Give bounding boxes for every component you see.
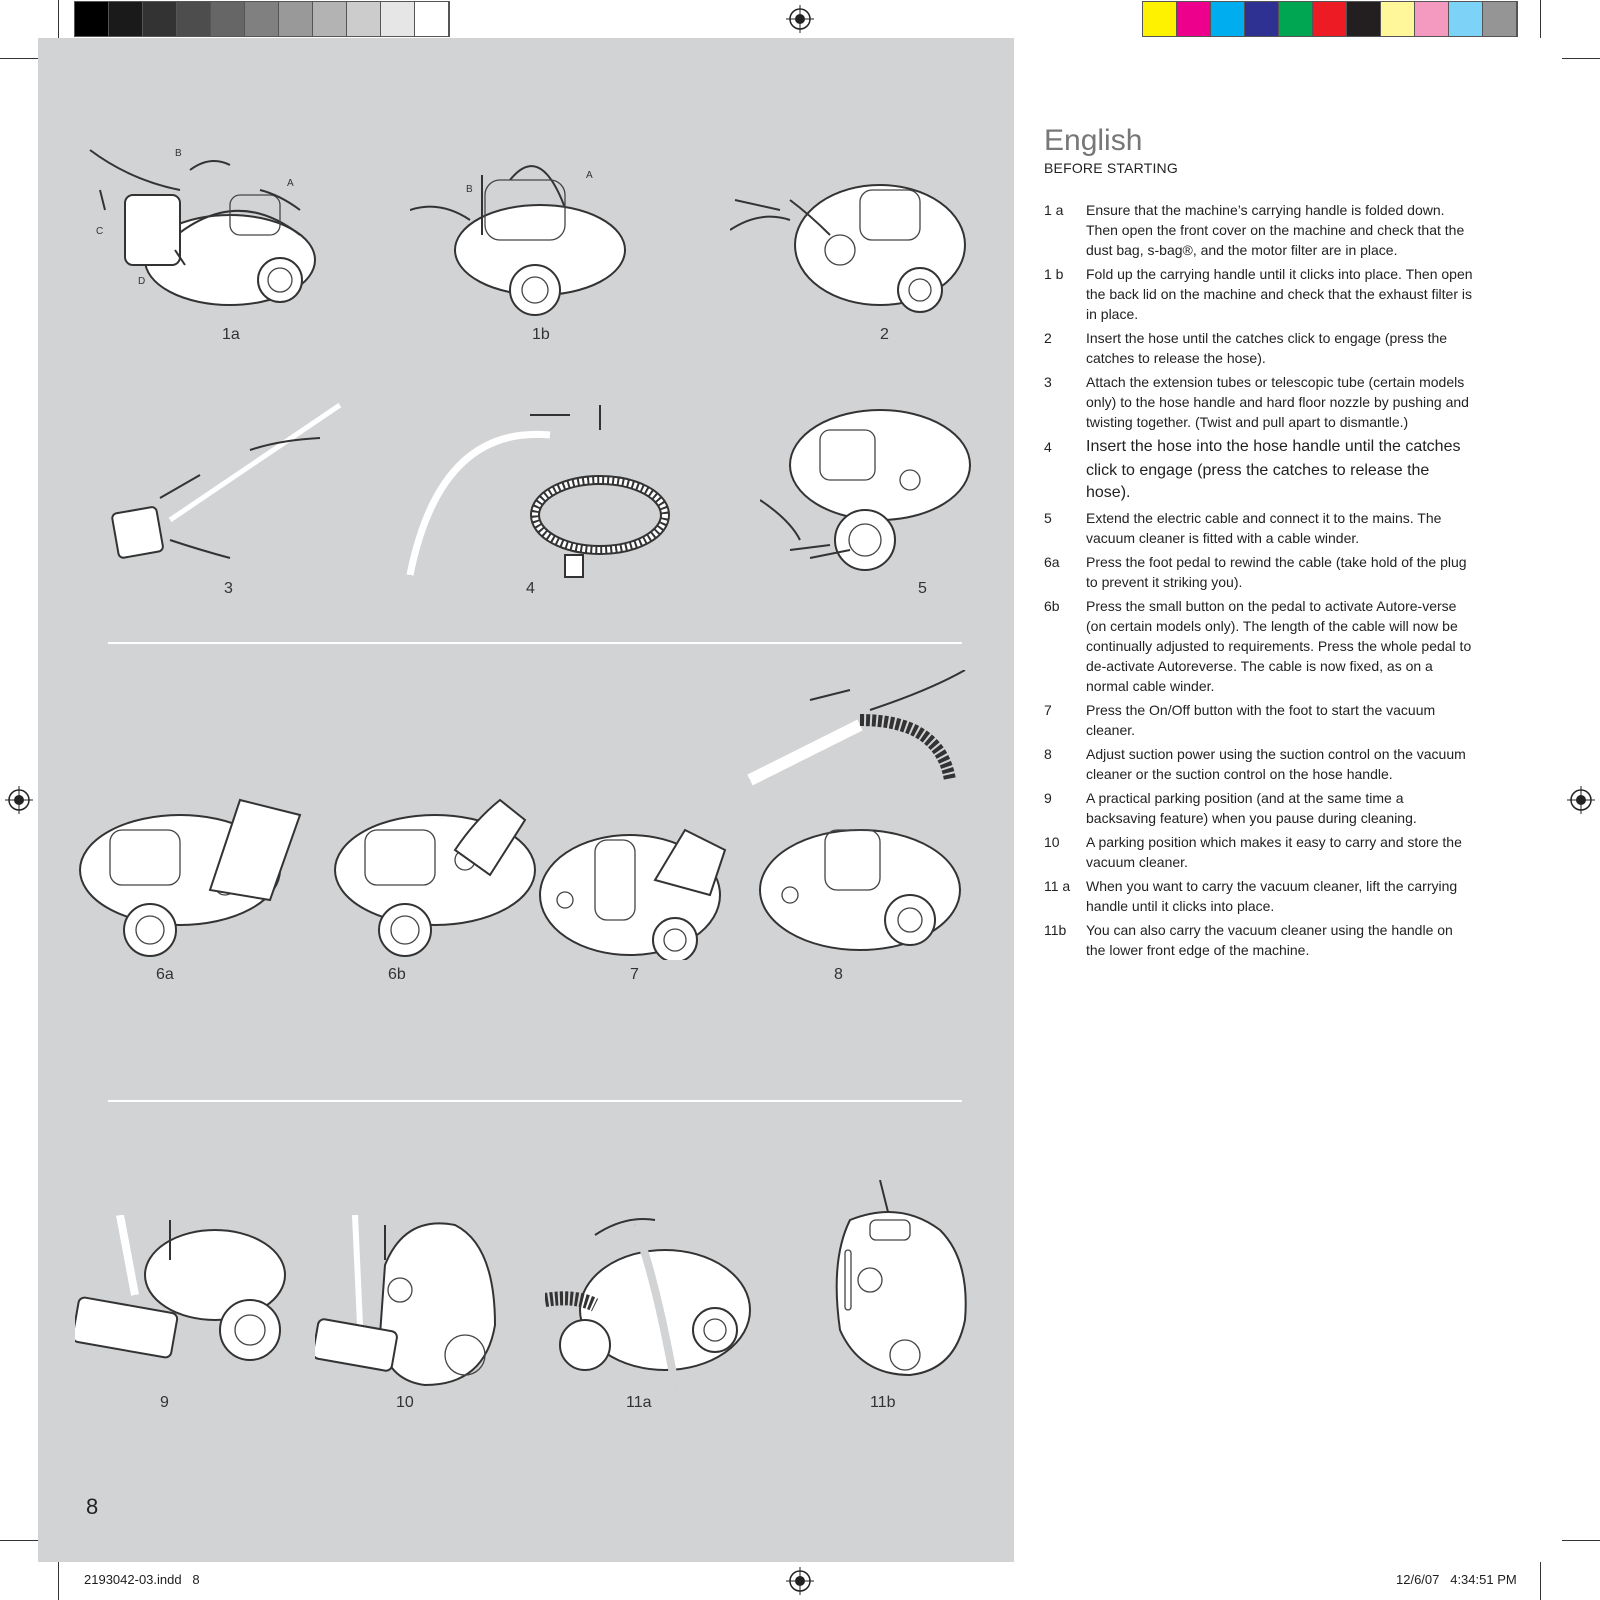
step-text: A parking position which makes it easy to carry and store the vacuum cleaner. (1086, 834, 1462, 870)
crop-mark (1540, 1562, 1541, 1600)
list-item (1044, 552, 1474, 592)
figure-label: 11b (870, 1394, 896, 1411)
crop-mark (1540, 0, 1541, 38)
color-swatch (1381, 2, 1415, 36)
gray-swatch (381, 2, 415, 36)
list-item (1044, 920, 1474, 960)
gray-swatch (415, 2, 449, 36)
color-swatch (1211, 2, 1245, 36)
list-item (1044, 508, 1474, 548)
figure-1a (80, 140, 320, 330)
list-item (1044, 264, 1474, 324)
step-text: Press the small button on the pedal to activate Autore-verse (on certain models only). The length of the cable will now be continually adjusted to requirements. Press the whole pedal to de-activate Autoreverse. The cable is now fixed, as on a normal cable winder. (1086, 598, 1472, 694)
figure-8 (740, 670, 980, 960)
step-number: 8 (1044, 746, 1052, 762)
file-slug: 2193042-03.indd 8 (84, 1572, 200, 1587)
color-swatch (1177, 2, 1211, 36)
figure-2 (730, 160, 980, 330)
registration-mark-icon (786, 5, 814, 33)
figure-label: 7 (630, 966, 639, 983)
vacuum-open-back-lid-illustration (410, 140, 640, 330)
list-item (1044, 436, 1474, 504)
list-item (1044, 328, 1474, 368)
grayscale-calibration-bar (74, 1, 450, 37)
figure-6a (70, 780, 310, 960)
parking-position-illustration (75, 1215, 290, 1385)
figure-label: 1a (222, 326, 240, 343)
gray-swatch (279, 2, 313, 36)
step-number: 1 a (1044, 202, 1064, 218)
gray-swatch (347, 2, 381, 36)
section-divider (108, 1100, 962, 1102)
color-swatch (1449, 2, 1483, 36)
gray-swatch (177, 2, 211, 36)
list-item (1044, 200, 1474, 260)
figure-6b (325, 780, 545, 960)
gray-swatch (211, 2, 245, 36)
list-item (1044, 876, 1474, 916)
registration-mark-icon (786, 1567, 814, 1595)
list-item (1044, 832, 1474, 872)
step-number: 5 (1044, 510, 1052, 526)
step-text: click to engage (press the catches to release the hose). (1086, 462, 1430, 501)
crop-mark (1562, 58, 1600, 59)
step-text: Insert the hose into the hose handle until the catches (1086, 438, 1461, 455)
figure-5 (760, 400, 980, 580)
crop-mark (1562, 1540, 1600, 1541)
color-swatch (1143, 2, 1177, 36)
crop-mark (0, 1540, 38, 1541)
figure-7 (535, 820, 735, 960)
crop-mark (58, 1562, 59, 1600)
registration-mark-icon (5, 786, 33, 814)
callout-d: D (138, 276, 146, 287)
autoreverse-button-illustration (325, 780, 545, 960)
color-calibration-bar (1142, 1, 1518, 37)
figure-label: 9 (160, 1394, 169, 1411)
crop-mark (0, 58, 38, 59)
step-text-block (1086, 436, 1474, 504)
figure-11a (545, 1215, 755, 1385)
step-number: 6a (1044, 554, 1060, 570)
instruction-list (1044, 200, 1474, 964)
step-text: Press the foot pedal to rewind the cable (take hold of the plug to prevent it striking you). (1086, 554, 1467, 590)
step-number: 9 (1044, 790, 1052, 806)
figure-3 (110, 400, 350, 580)
step-number: 3 (1044, 374, 1052, 390)
color-swatch (1483, 2, 1517, 36)
figure-label: 6b (388, 966, 406, 983)
step-text: Press the On/Off button with the foot to start the vacuum cleaner. (1086, 702, 1436, 738)
callout-b: B (175, 148, 182, 159)
callout-b: B (466, 184, 473, 195)
figure-label: 8 (834, 966, 843, 983)
step-text: When you want to carry the vacuum cleaner, lift the carrying handle until it clicks into place. (1086, 878, 1458, 914)
callout-a: A (586, 170, 593, 181)
step-text: Adjust suction power using the suction control on the vacuum cleaner or the suction control on the hose handle. (1086, 746, 1466, 782)
step-text: Ensure that the machine’s carrying handle is folded down. Then open the front cover on the machine and check that the dust bag, s-bag®, and the motor filter are in place. (1086, 202, 1465, 258)
step-text: You can also carry the vacuum cleaner using the handle on the lower front edge of the machine. (1086, 922, 1453, 958)
figure-label: 5 (918, 580, 927, 597)
figure-label: 2 (880, 326, 889, 343)
figure-label: 4 (526, 580, 535, 597)
step-number: 1 b (1044, 266, 1064, 282)
language-heading: English (1044, 124, 1143, 157)
step-number: 6b (1044, 598, 1060, 614)
figure-label: 11a (626, 1394, 652, 1411)
foot-pedal-rewind-illustration (70, 780, 310, 960)
step-text: Extend the electric cable and connect it to the mains. The vacuum cleaner is fitted with a cable winder. (1086, 510, 1442, 546)
section-title: BEFORE STARTING (1044, 160, 1178, 176)
callout-a: A (287, 178, 294, 189)
step-text: A practical parking position (and at the same time a backsaving feature) when you pause during cleaning. (1086, 790, 1417, 826)
vacuum-open-front-cover-illustration (80, 140, 320, 330)
step-number: 4 (1044, 439, 1052, 455)
color-swatch (1415, 2, 1449, 36)
step-number: 11b (1044, 922, 1067, 938)
figure-label: 6a (156, 966, 174, 983)
gray-swatch (245, 2, 279, 36)
figure-9 (75, 1215, 290, 1385)
list-item (1044, 372, 1474, 432)
step-number: 11 a (1044, 878, 1071, 894)
color-swatch (1347, 2, 1381, 36)
hose-handle-illustration (400, 405, 690, 585)
color-swatch (1313, 2, 1347, 36)
list-item (1044, 596, 1474, 696)
extension-tube-illustration (110, 400, 350, 580)
carry-handle-lift-illustration (545, 1215, 755, 1385)
list-item (1044, 700, 1474, 740)
crop-mark (58, 0, 59, 38)
step-text: Attach the extension tubes or telescopic tube (certain models only) to the hose handle and hard floor nozzle by pushing and twisting together. (Twist and pull apart to dismantle.) (1086, 374, 1469, 430)
figure-1b (410, 140, 640, 330)
cable-extend-illustration (760, 400, 980, 580)
step-number: 2 (1044, 330, 1052, 346)
gray-swatch (109, 2, 143, 36)
storage-position-illustration (315, 1215, 515, 1395)
gray-swatch (143, 2, 177, 36)
figure-10 (315, 1215, 515, 1395)
page-number: 8 (86, 1494, 99, 1519)
step-text: Insert the hose until the catches click to engage (press the catches to release the hose). (1086, 330, 1448, 366)
hose-insertion-illustration (730, 160, 980, 330)
figure-4 (400, 405, 690, 585)
figure-label: 1b (532, 326, 550, 343)
color-swatch (1245, 2, 1279, 36)
registration-mark-icon (1567, 786, 1595, 814)
figure-label: 10 (396, 1394, 414, 1411)
timestamp-slug: 12/6/07 4:34:51 PM (1396, 1572, 1517, 1587)
figure-label: 3 (224, 580, 233, 597)
step-text: Fold up the carrying handle until it clicks into place. Then open the back lid on the machine and check that the exhaust filter is in place. (1086, 266, 1473, 322)
section-divider (108, 642, 962, 644)
carry-front-handle-illustration (830, 1180, 970, 1380)
gray-swatch (75, 2, 109, 36)
list-item (1044, 744, 1474, 784)
suction-control-illustration (740, 670, 980, 960)
on-off-button-illustration (535, 820, 735, 960)
callout-c: C (96, 226, 104, 237)
list-item (1044, 788, 1474, 828)
step-number: 10 (1044, 834, 1060, 850)
step-number: 7 (1044, 702, 1052, 718)
color-swatch (1279, 2, 1313, 36)
gray-swatch (313, 2, 347, 36)
figure-11b (830, 1180, 970, 1380)
